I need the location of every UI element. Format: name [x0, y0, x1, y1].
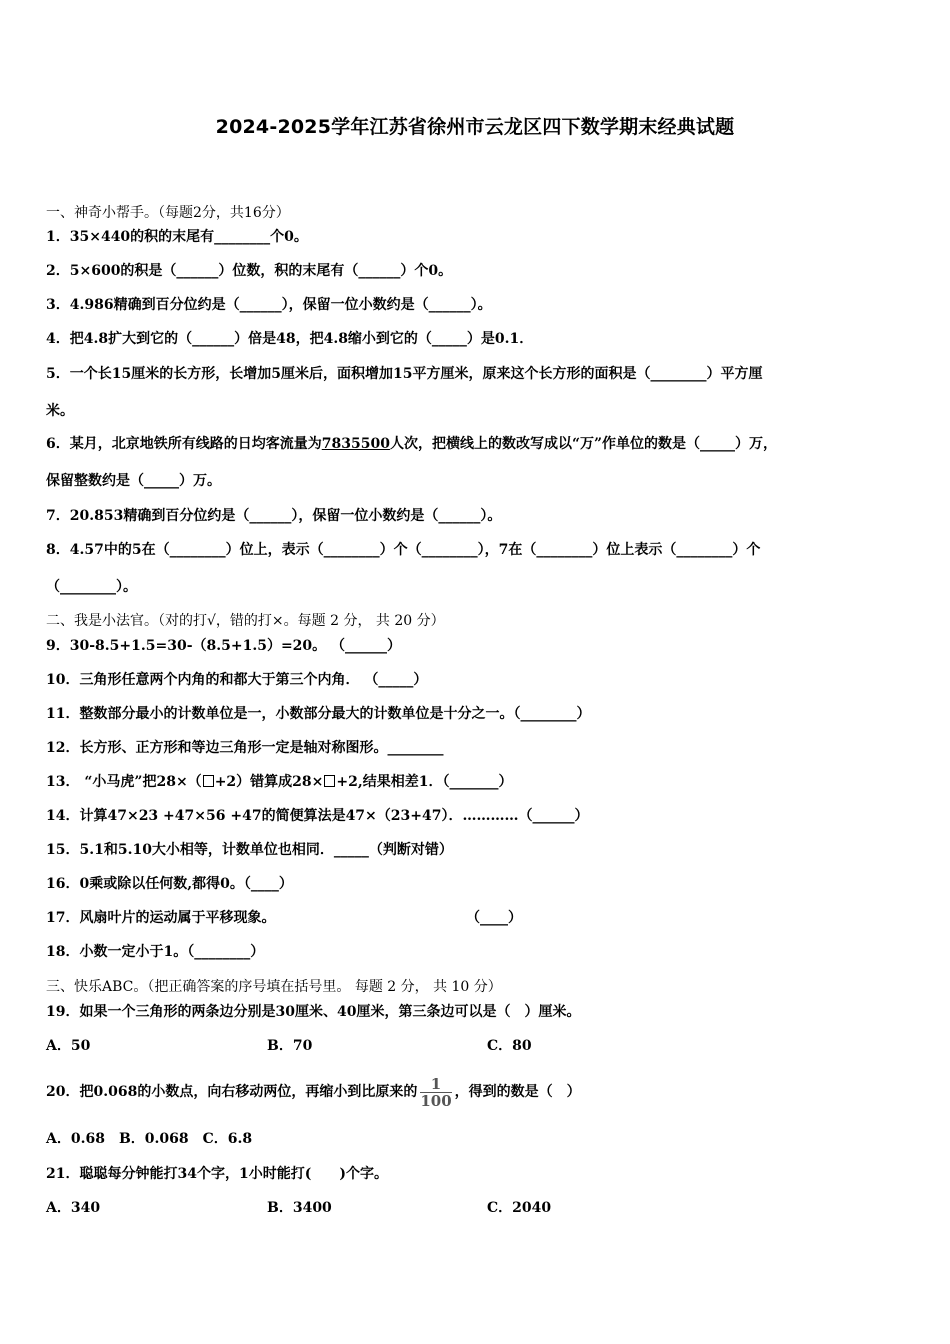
question-16: 16．0乘或除以任何数,都得0。（____） [46, 876, 293, 892]
question-21-option-b: B．3400 [267, 1200, 332, 1216]
question-19-option-c: C．80 [487, 1038, 532, 1054]
question-11: 11．整数部分最小的计数单位是一，小数部分最大的计数单位是十分之一。（________） [46, 706, 591, 722]
question-6-suffix: 人次，把横线上的数改写成以“万”作单位的数是（_____）万， [389, 436, 778, 452]
question-20-options: A．0.68 B．0.068 C．6.8 [46, 1131, 253, 1147]
section-heading-2: 二、我是小法官。（对的打√，错的打×。每题 2 分， 共 20 分） [46, 613, 445, 629]
question-2: 2．5×600的积是（______）位数，积的末尾有（______）个0。 [46, 263, 453, 279]
question-20-suffix: ，得到的数是（ ） [454, 1084, 581, 1100]
question-13-prefix: 13． “小马虎”把28×（ [46, 774, 202, 790]
question-13-middle: +2）错算成28× [214, 774, 324, 790]
question-8-line-1: 8．4.57中的5在（________）位上，表示（________）个（________），7在（________）位上表示（________）个 [46, 542, 761, 558]
question-8-line-2: （________）。 [46, 579, 137, 595]
question-7: 7．20.853精确到百分位约是（______），保留一位小数约是（______）。 [46, 508, 502, 524]
blank-box [324, 775, 335, 787]
question-19-option-b: B．70 [267, 1038, 313, 1054]
section-heading-3: 三、快乐ABC。（把正确答案的序号填在括号里。 每题 2 分， 共 10 分） [46, 979, 502, 995]
fraction [420, 1076, 451, 1109]
question-5-line-1: 5．一个长15厘米的长方形，长增加5厘米后，面积增加15平方厘米，原来这个长方形的面积是（________）平方厘 [46, 366, 763, 382]
question-18: 18．小数一定小于1。（________） [46, 944, 265, 960]
question-9: 9．30-8.5+1.5=30-（8.5+1.5）=20。 （______） [46, 638, 402, 654]
question-13 [46, 772, 512, 792]
question-21: 21．聪聪每分钟能打34个字，1小时能打( )个字。 [46, 1166, 388, 1182]
question-6-prefix: 6．某月，北京地铁所有线路的日均客流量为 [46, 436, 322, 452]
question-20 [46, 1072, 581, 1112]
question-19-option-a: A．50 [46, 1038, 91, 1054]
question-17: 17．风扇叶片的运动属于平移现象。 [46, 910, 276, 926]
question-10: 10．三角形任意两个内角的和都大于第三个内角． （_____） [46, 672, 428, 688]
question-12: 12．长方形、正方形和等边三角形一定是轴对称图形。________ [46, 740, 444, 756]
section-heading-1: 一、神奇小帮手。（每题2分，共16分） [46, 205, 290, 221]
question-20-prefix: 20．把0.068的小数点，向右移动两位，再缩小到比原来的 [46, 1084, 418, 1100]
question-3: 3．4.986精确到百分位约是（______），保留一位小数约是（______）。 [46, 297, 492, 313]
question-21-option-a: A．340 [46, 1200, 101, 1216]
question-4: 4．把4.8扩大到它的（______）倍是48，把4.8缩小到它的（_____）是0.1． [46, 331, 534, 347]
question-6-line-2: 保留整数约是（_____）万。 [46, 473, 221, 489]
page-title: 2024-2025学年江苏省徐州市云龙区四下数学期末经典试题 [215, 116, 735, 138]
fraction-denominator: 100 [420, 1091, 452, 1110]
question-13-suffix: +2,结果相差1．（_______） [336, 774, 513, 790]
blank-box [203, 775, 214, 787]
question-6-line-1 [46, 434, 777, 454]
question-21-option-c: C．2040 [487, 1200, 552, 1216]
question-19: 19．如果一个三角形的两条边分别是30厘米、40厘米，第三条边可以是（ ）厘米。 [46, 1004, 581, 1020]
question-5-line-2: 米。 [46, 403, 74, 419]
question-17-blank: （____） [466, 910, 522, 926]
question-14: 14．计算47×23 +47×56 +47的简便算法是47×（23+47）．…………（______） [46, 808, 589, 824]
underlined-number: 7835500 [321, 436, 390, 452]
fraction-numerator: 1 [420, 1076, 451, 1093]
question-1: 1．35×440的积的末尾有________个0。 [46, 229, 308, 245]
question-15: 15．5.1和5.10大小相等，计数单位也相同．_____（判断对错） [46, 842, 453, 858]
